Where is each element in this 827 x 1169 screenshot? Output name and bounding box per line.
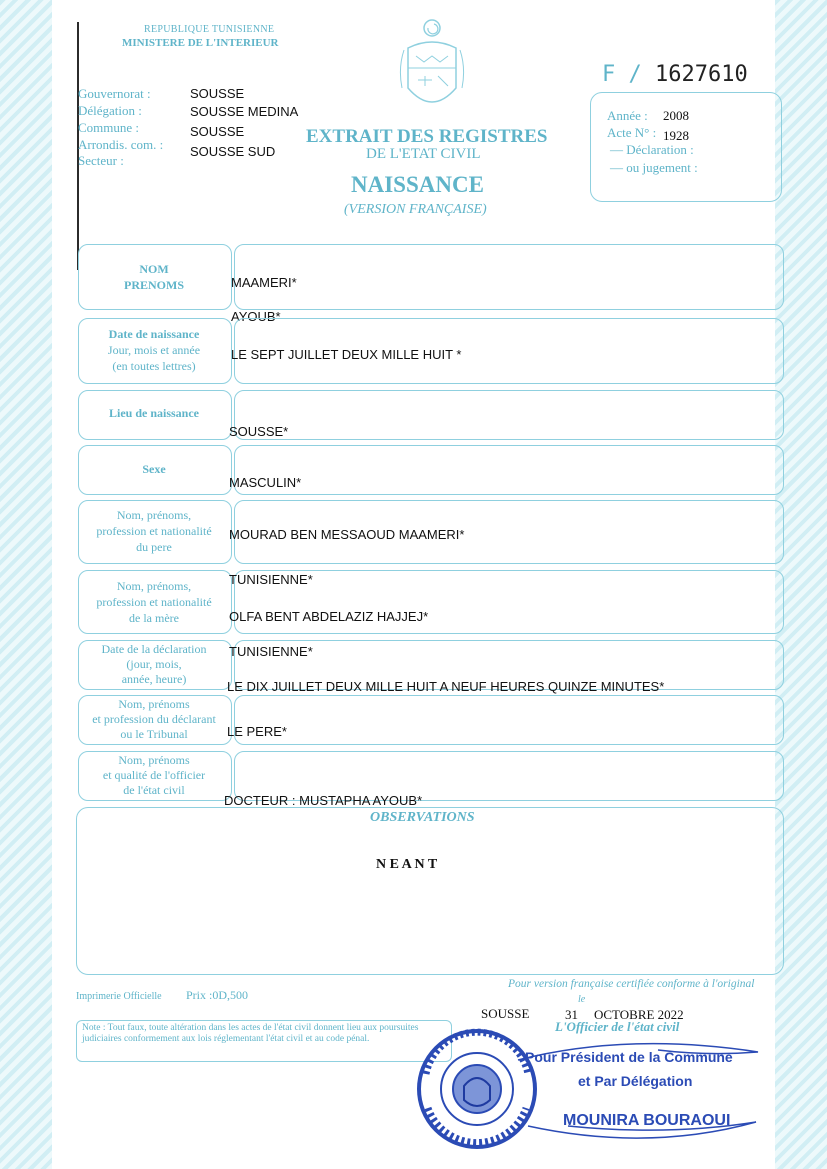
jugement-label: — ou jugement : <box>610 160 698 175</box>
mere-value: OLFA BENT ABDELAZIZ HAJJEJ* <box>229 609 429 624</box>
certified-text: Pour version française certifiée conforme à l'original <box>508 978 755 990</box>
mere-label-line2: profession et nationalité <box>96 595 212 609</box>
date-naissance-value: LE SEPT JUILLET DEUX MILLE HUIT * <box>231 347 462 362</box>
officier-label <box>78 753 230 798</box>
row-value-box <box>234 570 784 634</box>
le-label: le <box>578 994 586 1005</box>
price-label: Prix :0D,500 <box>186 988 249 1002</box>
place-value: SOUSSE <box>481 1006 530 1021</box>
coat-of-arms-icon <box>398 18 466 118</box>
annee-value: 2008 <box>663 108 689 123</box>
declaration-label-line2: (jour, mois, <box>126 657 182 671</box>
document-subtitle: DE L'ETAT CIVIL <box>366 146 481 162</box>
declaration-date-value: LE DIX JUILLET DEUX MILLE HUIT A NEUF HEURES QUINZE MINUTES* <box>227 679 665 694</box>
declaration-label-line3: année, heure) <box>121 672 187 686</box>
pere-label-line1: Nom, prénoms, <box>116 508 192 522</box>
mere-label-line1: Nom, prénoms, <box>116 579 192 593</box>
document-version: (VERSION FRANÇAISE) <box>344 202 487 217</box>
sexe-label <box>78 461 230 477</box>
day-value: 31 <box>565 1007 578 1022</box>
pere-value: MOURAD BEN MESSAOUD MAAMERI* <box>229 527 465 542</box>
date-naissance-label <box>78 326 230 374</box>
observations-box <box>76 807 784 975</box>
document-title: EXTRAIT DES REGISTRES <box>306 126 548 147</box>
nom-label: NOM <box>139 262 169 276</box>
signature-line1: Pour Président de la Commune <box>525 1049 733 1065</box>
annee-label: Année : <box>607 108 648 123</box>
sexe-value: MASCULIN* <box>229 475 302 490</box>
observations-title: OBSERVATIONS <box>370 810 475 825</box>
declarant-label-line2: et profession du déclarant <box>92 712 216 726</box>
gouvernorat-label: Gouvernorat : <box>78 86 151 101</box>
pere-label-line3: du pere <box>136 540 172 554</box>
declaration-date-label <box>78 642 230 687</box>
acte-value: 1928 <box>663 128 689 143</box>
ministry-label: MINISTERE DE L'INTERIEUR <box>122 37 279 49</box>
printer-label: Imprimerie Officielle <box>76 991 162 1002</box>
prenoms-label: PRENOMS <box>124 278 184 292</box>
sexe-title: Sexe <box>142 462 166 476</box>
lieu-naissance-title: Lieu de naissance <box>108 406 199 420</box>
signature-line2: et Par Délégation <box>578 1073 693 1089</box>
declaration-label: — Déclaration : <box>610 142 694 157</box>
republic-label: REPUBLIQUE TUNISIENNE <box>144 24 275 35</box>
gouvernorat-value: SOUSSE <box>190 86 245 101</box>
signature-name: MOUNIRA BOURAOUI <box>563 1112 731 1129</box>
pere-label-line2: profession et nationalité <box>96 524 212 538</box>
declaration-label-line1: Date de la déclaration <box>101 642 207 656</box>
serial-number <box>602 62 748 87</box>
document-type: NAISSANCE <box>351 172 484 197</box>
secteur-label: Secteur : <box>78 153 124 168</box>
mere-label-line3: de la mère <box>129 611 179 625</box>
row-value-box <box>234 445 784 495</box>
nom-value: MAAMERI* <box>231 275 297 290</box>
observations-text: N E A N T <box>376 857 438 872</box>
serial-value: 1627610 <box>655 62 748 87</box>
arrondissement-label: Arrondis. com. : <box>78 137 164 152</box>
delegation-value: SOUSSE MEDINA <box>190 104 299 119</box>
officier-label-line1: Nom, prénoms <box>118 753 190 767</box>
row-value-box <box>234 244 784 310</box>
signature-scribble-icon <box>508 1026 768 1152</box>
pere-nationalite-value: TUNISIENNE* <box>229 572 313 587</box>
month-year-value: OCTOBRE 2022 <box>594 1007 684 1022</box>
lieu-naissance-value: SOUSSE* <box>229 424 289 439</box>
declarant-value: LE PERE* <box>227 724 287 739</box>
row-value-box <box>234 390 784 440</box>
date-naissance-title: Date de naissance <box>108 327 200 341</box>
officier-value: DOCTEUR : MUSTAPHA AYOUB* <box>224 793 423 808</box>
commune-label: Commune : <box>78 120 140 135</box>
lieu-naissance-label <box>78 405 230 421</box>
nom-prenoms-label <box>78 261 230 293</box>
acte-label: Acte N° : <box>607 125 657 140</box>
declarant-label-line1: Nom, prénoms <box>118 697 190 711</box>
declarant-label <box>78 697 230 742</box>
officier-label-line2: et qualité de l'officier <box>102 768 206 782</box>
delegation-label: Délégation : <box>78 103 142 118</box>
officier-label-line3: de l'état civil <box>123 783 185 797</box>
note-text: Note : Tout faux, toute altération dans les actes de l'état civil donnent lieu aux poursuites judiciaires conformement aux lois réglementant l'état civil et au code pénal. <box>82 1023 419 1044</box>
prenoms-value: AYOUB* <box>231 309 281 324</box>
date-naissance-hint2: (en toutes lettres) <box>112 359 196 373</box>
commune-value: SOUSSE <box>190 124 245 139</box>
mere-label <box>78 578 230 626</box>
arrondissement-value: SOUSSE SUD <box>190 144 276 159</box>
declarant-label-line3: ou le Tribunal <box>120 727 188 741</box>
date-naissance-hint: Jour, mois et année <box>107 343 201 357</box>
pere-label <box>78 507 230 555</box>
row-value-box <box>234 695 784 745</box>
serial-prefix: F / <box>602 62 642 87</box>
mere-nationalite-value: TUNISIENNE* <box>229 644 313 659</box>
officer-title: L'Officier de l'état civil <box>555 1019 680 1034</box>
